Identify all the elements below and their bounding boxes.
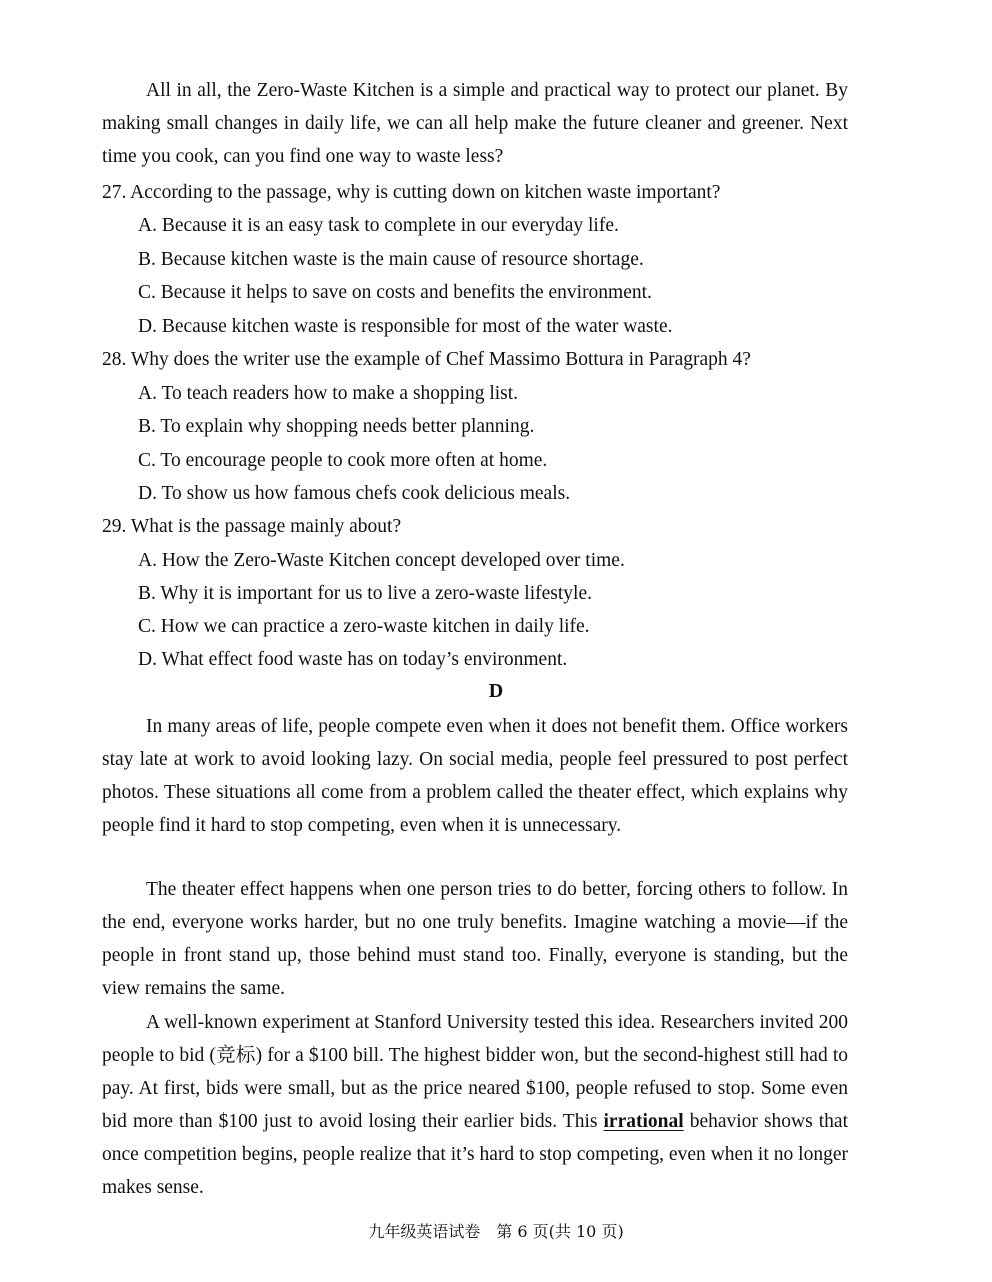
answer-option: B. Why it is important for us to live a zero-waste lifestyle. [138, 583, 592, 604]
answer-option: A. How the Zero-Waste Kitchen concept developed over time. [138, 550, 625, 571]
question-stem: 28. Why does the writer use the example of Chef Massimo Bottura in Paragraph 4? [102, 349, 751, 370]
paragraph-text: behavior shows that once competition begins, people realize that it’s hard to stop competing, even when it no longer makes sense. [102, 1111, 848, 1198]
passage-c-conclusion: All in all, the Zero-Waste Kitchen is a simple and practical way to protect our planet. By making small changes in daily life, we can all help make the future cleaner and greener. Next time you cook, can you find one way to waste less? [102, 80, 848, 167]
answer-option: D. Because kitchen waste is responsible for most of the water waste. [138, 316, 673, 337]
answer-option: B. To explain why shopping needs better planning. [138, 416, 535, 437]
answer-option: C. To encourage people to cook more often at home. [138, 450, 548, 471]
section-title: D [488, 680, 504, 702]
passage-d-paragraph-3 [102, 1006, 848, 1204]
paragraph-text: A well-known experiment at Stanford University tested this idea. Researchers invited 200 people to bid (竞标) for a $100 bill. The highest bidder won, but the second-highest still had to pay. At first, bids were small, but as the price neared $100, people refused to stop. Some even bid more than $100 just to avoid losing their earlier bids. This [102, 1012, 848, 1132]
answer-option: A. Because it is an easy task to complete in our everyday life. [138, 215, 619, 236]
answer-option: C. Because it helps to save on costs and benefits the environment. [138, 282, 652, 303]
highlighted-keyword: irrational [603, 1111, 684, 1132]
answer-option: B. Because kitchen waste is the main cause of resource shortage. [138, 249, 644, 270]
question-stem: 29. What is the passage mainly about? [102, 516, 402, 537]
passage-d-paragraph-1: In many areas of life, people compete even when it does not benefit them. Office workers stay late at work to avoid looking lazy. On social media, people feel pressured to post perfect photos. These situations all come from a problem called the theater effect, which explains why people find it hard to stop competing, even when it is unnecessary. [102, 716, 848, 836]
answer-option: A. To teach readers how to make a shopping list. [138, 383, 519, 404]
answer-option: D. To show us how famous chefs cook delicious meals. [138, 483, 571, 504]
question-stem: 27. According to the passage, why is cutting down on kitchen waste important? [102, 182, 721, 203]
passage-d-paragraph-2: The theater effect happens when one person tries to do better, forcing others to follow. In the end, everyone works harder, but no one truly benefits. Imagine watching a movie—if the people in front stand up, those behind must stand too. Finally, everyone is standing, but the view remains the same. [102, 879, 848, 999]
page-footer: 九年级英语试卷 第 6 页(共 10 页) [368, 1222, 624, 1241]
answer-option: C. How we can practice a zero-waste kitchen in daily life. [138, 616, 590, 637]
answer-option: D. What effect food waste has on today’s environment. [138, 649, 568, 670]
